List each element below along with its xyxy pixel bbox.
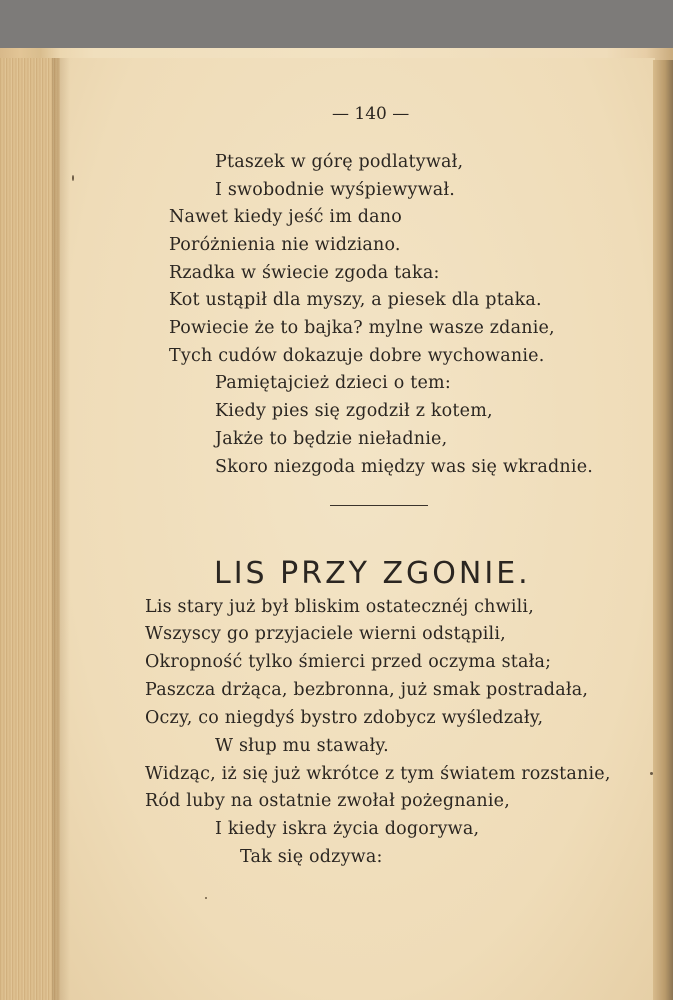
fable-line: I kiedy iskra życia dogorywa, [215,819,480,839]
poem-line: Poróżnienia nie widziano. [169,235,401,255]
fable-line: Wszyscy go przyjaciele wierni odstąpili, [145,624,506,644]
fable-line: Widząc, iż się już wkrótce z tym światem rozstanie, [145,764,611,784]
poem-line: Skoro niezgoda między was się wkradnie. [215,457,594,477]
page-edges-right [653,60,673,1000]
poem-line: Tych cudów dokazuje dobre wychowanie. [169,346,545,366]
poem-line: Pamiętajcież dzieci o tem: [215,373,451,393]
fable-line: Tak się odzywa: [240,847,383,867]
fable-line: Okropność tylko śmierci przed oczyma stała; [145,652,552,672]
fable-line: W słup mu stawały. [215,736,389,756]
fable-line: Paszcza drżąca, bezbronna, już smak postradała, [145,680,589,700]
poem-line: Rzadka w świecie zgoda taka: [169,263,440,283]
poem-line: Kiedy pies się zgodził z kotem, [215,401,493,421]
paper-speck [650,772,653,775]
fable-line: Lis stary już był bliskim ostatecznéj chwili, [145,597,534,617]
fable-line: Ród luby na ostatnie zwołał pożegnanie, [145,791,510,811]
poem-line: Jakże to będzie nieładnie, [215,429,448,449]
section-divider [330,505,428,506]
poem-line: Kot ustąpił dla myszy, a piesek dla ptaka. [169,290,542,310]
paper-speck [205,897,207,899]
poem-line: Ptaszek w górę podlatywał, [215,152,464,172]
poem-line: I swobodnie wyśpiewywał. [215,180,456,200]
fable-title: LIS PRZY ZGONIE. [214,556,531,591]
paper-speck [72,175,74,181]
poem-line: Nawet kiedy jeść im dano [169,207,403,227]
poem-line: Powiecie że to bajka? mylne wasze zdanie, [169,318,555,338]
spine-shadow [52,58,70,1000]
page-number: — 140 — [332,104,410,124]
fable-line: Oczy, co niegdyś bystro zdobycz wyśledzały, [145,708,544,728]
